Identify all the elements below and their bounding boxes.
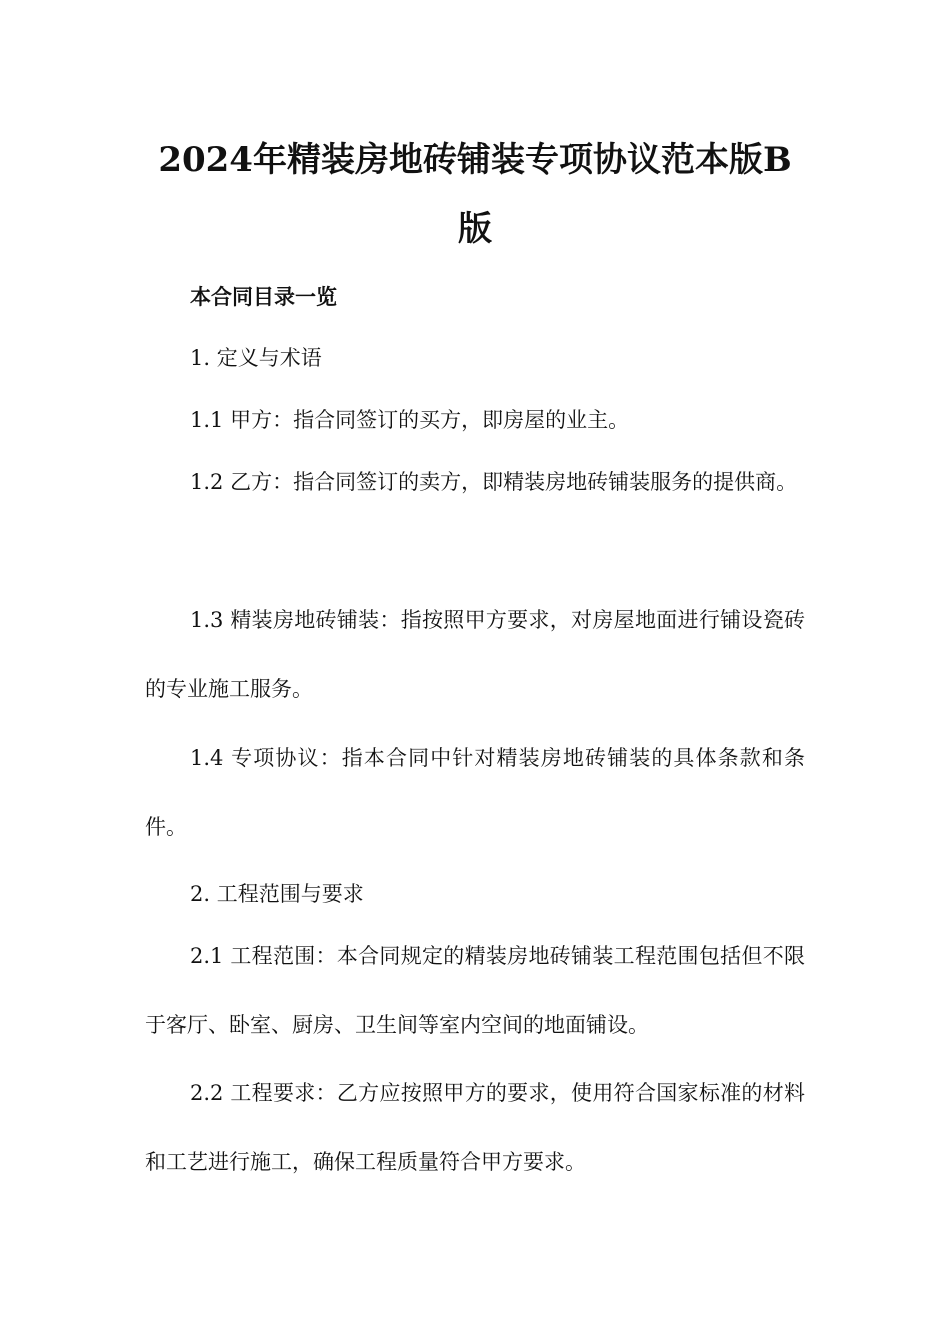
clause-1-1: 1.1 甲方：指合同签订的买方，即房屋的业主。 bbox=[190, 408, 630, 432]
clause-1-2: 1.2 乙方：指合同签订的卖方，即精装房地砖铺装服务的提供商。 bbox=[190, 470, 798, 494]
toc-heading: 本合同目录一览 bbox=[190, 284, 337, 309]
clause-1-4: 1.4 专项协议：指本合同中针对精装房地砖铺装的具体条款和条件。 bbox=[145, 746, 805, 839]
document-title: 2024年精装房地砖铺装专项协议范本版B版 bbox=[158, 140, 792, 249]
clause-2-1: 2.1 工程范围：本合同规定的精装房地砖铺装工程范围包括但不限于客厅、卧室、厨房、卫生间等室内空间的地面铺设。 bbox=[145, 944, 805, 1037]
section-2-heading: 2. 工程范围与要求 bbox=[190, 882, 364, 906]
section-1-heading: 1. 定义与术语 bbox=[190, 346, 322, 370]
clause-1-3: 1.3 精装房地砖铺装：指按照甲方要求，对房屋地面进行铺设瓷砖的专业施工服务。 bbox=[145, 608, 805, 701]
clause-2-2: 2.2 工程要求：乙方应按照甲方的要求，使用符合国家标准的材料和工艺进行施工，确保工程质量符合甲方要求。 bbox=[145, 1081, 805, 1174]
